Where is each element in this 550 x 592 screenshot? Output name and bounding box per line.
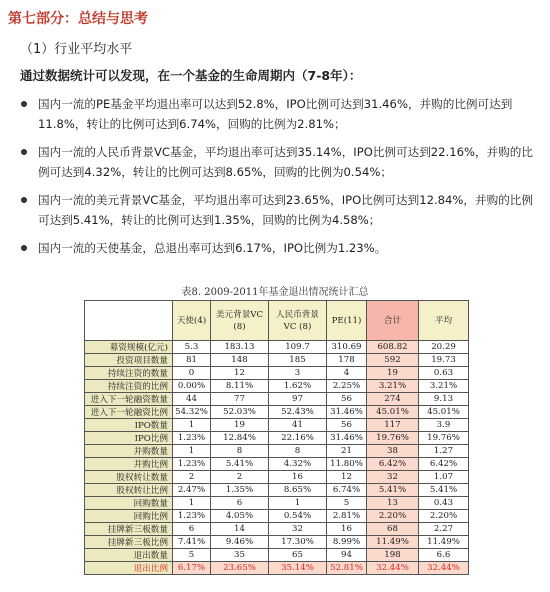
table-header-cell: PE(11) [327,301,367,341]
table-cell: 32.44% [419,562,469,575]
bullet-list [18,94,538,266]
row-label-cell: 进入下一轮融资数量 [85,393,173,406]
table-header-cell: 美元背景VC (8) [211,301,269,341]
table-cell: 81 [173,354,211,367]
table-cell: 2.20% [419,510,469,523]
table-row [85,354,469,367]
table-cell: 31.46% [327,406,367,419]
table-cell: 17.30% [269,536,327,549]
row-label-cell: 持续注资的数量 [85,367,173,380]
table-cell: 8.65% [269,484,327,497]
table-row [85,393,469,406]
table-cell: 185 [269,354,327,367]
table-header-cell: 天使(4) [173,301,211,341]
table-cell: 77 [211,393,269,406]
row-label-cell: 挂牌新三板数量 [85,523,173,536]
table-header-cell: 平均 [419,301,469,341]
table-cell: 2 [173,471,211,484]
table-cell: 14 [211,523,269,536]
table-cell: 12 [327,471,367,484]
table-cell: 8 [211,445,269,458]
table-cell: 310.69 [327,341,367,354]
table-cell: 109.7 [269,341,327,354]
row-label-cell: IPO比例 [85,432,173,445]
table-row [85,484,469,497]
table-cell: 38 [367,445,419,458]
table-cell: 6 [211,497,269,510]
table-cell: 94 [327,549,367,562]
table-cell: 5.3 [173,341,211,354]
table-cell: 52.03% [211,406,269,419]
table-cell: 2.81% [327,510,367,523]
table-cell: 2.20% [367,510,419,523]
table-cell: 5.41% [367,484,419,497]
table-cell: 56 [327,393,367,406]
table-cell: 65 [269,549,327,562]
table-cell: 5.41% [419,484,469,497]
table-cell: 3 [269,367,327,380]
table-cell: 1 [173,497,211,510]
table-row [85,471,469,484]
bullet-item-angel: 国内一流的天使基金，总退出率可达到6.17%，IPO比例为1.23%。 [18,238,538,258]
table-cell: 19 [211,419,269,432]
table-cell: 1 [173,445,211,458]
table-cell: 12.84% [211,432,269,445]
row-label-cell: 回购数量 [85,497,173,510]
table-cell: 16 [269,471,327,484]
table-cell: 19 [367,367,419,380]
table-cell: 31.46% [327,432,367,445]
table-cell: 11.49% [419,536,469,549]
table-cell: 3.21% [367,380,419,393]
table-cell: 0.43 [419,497,469,510]
table-cell: 6 [173,523,211,536]
subsection-title: （1）行业平均水平 [20,42,133,57]
table-cell: 0.54% [269,510,327,523]
table-row [85,536,469,549]
row-label-cell: 股权转让比例 [85,484,173,497]
table-cell: 3.9 [419,419,469,432]
table-cell: 16 [327,523,367,536]
table-cell: 5 [327,497,367,510]
intro-paragraph: 通过数据统计可以发现，在一个基金的生命周期内（7-8年）： [20,68,362,83]
table-row [85,432,469,445]
table-cell: 8.11% [211,380,269,393]
table-row [85,445,469,458]
table-cell: 3.21% [419,380,469,393]
table-cell: 21 [327,445,367,458]
table-cell: 97 [269,393,327,406]
bullet-item-usd-vc: 国内一流的美元背景VC基金，平均退出率可达到23.65%，IPO比例可达到12.84%，并购的比例可达到5.41%，转让的比例可达到1.35%，回购的比例为4.58%； [18,190,538,230]
table-cell: 1.62% [269,380,327,393]
table-cell: 52.81% [327,562,367,575]
table-cell: 8.99% [327,536,367,549]
table-cell: 274 [367,393,419,406]
table-cell: 32.44% [367,562,419,575]
row-label-cell: 并购数量 [85,445,173,458]
row-label-cell: 进入下一轮融资比例 [85,406,173,419]
table-cell: 4.32% [269,458,327,471]
table-body [85,341,469,575]
table-cell: 52.43% [269,406,327,419]
bullet-item-rmb-vc: 国内一流的人民币背景VC基金，平均退出率可达到35.14%，IPO比例可达到22.16%，并购的比例可达到4.32%，转让的比例可达到8.65%，回购的比例为0.54%； [18,142,538,182]
table-cell: 183.13 [211,341,269,354]
row-label-cell: 退出数量 [85,549,173,562]
table-cell: 2.25% [327,380,367,393]
table-cell: 1.23% [173,510,211,523]
table-cell: 19.76% [419,432,469,445]
table-cell: 32 [367,471,419,484]
table-cell: 5.41% [211,458,269,471]
table-header-cell [85,301,173,341]
table-row [85,380,469,393]
table-row [85,562,469,575]
table-cell: 1.35% [211,484,269,497]
table-cell: 9.46% [211,536,269,549]
table-cell: 2.47% [173,484,211,497]
table-cell: 0.00% [173,380,211,393]
exit-stats-table-wrapper [84,300,468,575]
table-cell: 1 [269,497,327,510]
table-cell: 45.01% [419,406,469,419]
table-cell: 35 [211,549,269,562]
table-cell: 178 [327,354,367,367]
section-title: 第七部分：总结与思考 [8,11,148,27]
table-cell: 592 [367,354,419,367]
row-label-cell: 持续注资的比例 [85,380,173,393]
table-cell: 68 [367,523,419,536]
table-cell: 0.63 [419,367,469,380]
table-cell: 35.14% [269,562,327,575]
table-cell: 6.6 [419,549,469,562]
table-cell: 45.01% [367,406,419,419]
bullet-item-pe: 国内一流的PE基金平均退出率可以达到52.8%，IPO比例可达到31.46%，并购的比例可达到11.8%，转让的比例可达到6.74%，回购的比例为2.81%； [18,94,538,134]
table-cell: 1.27 [419,445,469,458]
table-cell: 2 [211,471,269,484]
table-caption: 表8. 2009-2011年基金退出情况统计汇总 [181,287,369,298]
table-cell: 12 [211,367,269,380]
table-cell: 6.74% [327,484,367,497]
table-cell: 8 [269,445,327,458]
table-header-row [85,301,469,341]
table-row [85,406,469,419]
exit-stats-table [84,300,469,575]
table-cell: 44 [173,393,211,406]
table-cell: 6.42% [419,458,469,471]
table-cell: 19.76% [367,432,419,445]
table-cell: 20.29 [419,341,469,354]
table-cell: 19.73 [419,354,469,367]
row-label-cell: 并购比例 [85,458,173,471]
table-cell: 11.49% [367,536,419,549]
table-row [85,549,469,562]
row-label-cell: 挂牌新三板比例 [85,536,173,549]
table-cell: 1.23% [173,458,211,471]
table-cell: 11.80% [327,458,367,471]
table-cell: 4 [327,367,367,380]
row-label-cell: 回购比例 [85,510,173,523]
table-row [85,367,469,380]
table-cell: 6.17% [173,562,211,575]
table-cell: 1.07 [419,471,469,484]
table-header-cell: 人民币背景VC (8) [269,301,327,341]
table-cell: 7.41% [173,536,211,549]
table-cell: 6.42% [367,458,419,471]
table-cell: 13 [367,497,419,510]
table-cell: 9.13 [419,393,469,406]
table-header-cell: 合计 [367,301,419,341]
table-row [85,510,469,523]
table-cell: 0 [173,367,211,380]
table-cell: 32 [269,523,327,536]
row-label-cell: 投资项目数量 [85,354,173,367]
row-label-cell: 募资规模(亿元) [85,341,173,354]
table-cell: 4.05% [211,510,269,523]
table-cell: 23.65% [211,562,269,575]
table-cell: 22.16% [269,432,327,445]
table-cell: 2.27 [419,523,469,536]
row-label-cell: 股权转让数量 [85,471,173,484]
table-cell: 5 [173,549,211,562]
table-cell: 41 [269,419,327,432]
table-cell: 148 [211,354,269,367]
table-cell: 608.82 [367,341,419,354]
table-cell: 1.23% [173,432,211,445]
table-row [85,523,469,536]
table-row [85,341,469,354]
table-row [85,419,469,432]
table-cell: 198 [367,549,419,562]
row-label-cell: IPO数量 [85,419,173,432]
row-label-cell: 退出比例 [85,562,173,575]
table-row [85,497,469,510]
table-cell: 117 [367,419,419,432]
table-cell: 56 [327,419,367,432]
table-cell: 1 [173,419,211,432]
table-row [85,458,469,471]
table-cell: 54.32% [173,406,211,419]
